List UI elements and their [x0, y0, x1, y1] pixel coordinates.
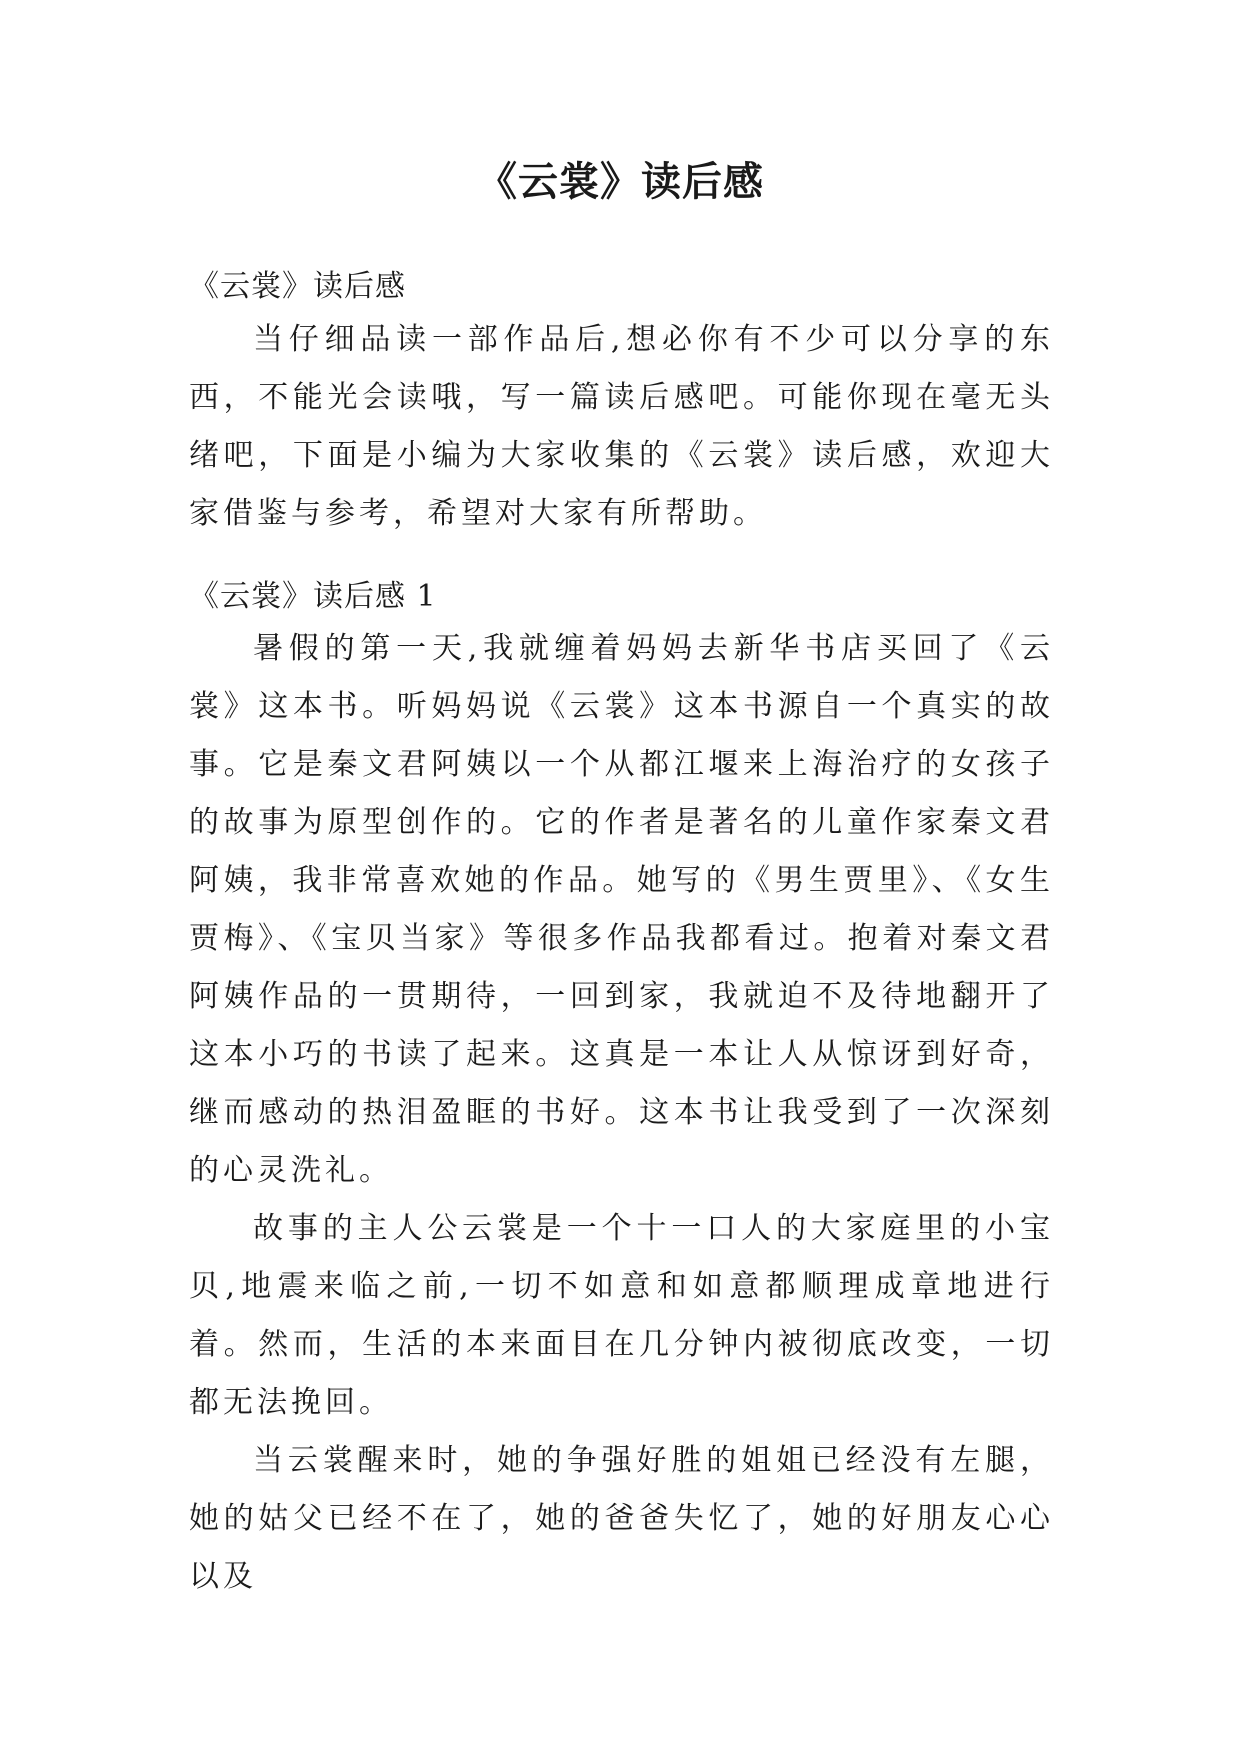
- document-title: 《云裳》读后感: [477, 159, 764, 205]
- section1-paragraph-3: 当云裳醒来时，她的争强好胜的姐姐已经没有左腿，她的姑父已经不在了，她的爸爸失忆了，她的好朋友心心以及: [189, 1443, 1054, 1594]
- section1-paragraph-2: 故事的主人公云裳是一个十一口人的大家庭里的小宝贝,地震来临之前,一切不如意和如意都顺理成章地进行着。然而，生活的本来面目在几分钟内被彻底改变，一切都无法挽回。: [189, 1211, 1054, 1420]
- section1-paragraph-1: 暑假的第一天,我就缠着妈妈去新华书店买回了《云裳》这本书。听妈妈说《云裳》这本书源自一个真实的故事。它是秦文君阿姨以一个从都江堰来上海治疗的女孩子的故事为原型创作的。它的作者是著名的儿童作家秦文君阿姨，我非常喜欢她的作品。她写的《男生贾里》、《女生贾梅》、《宝贝当家》等很多作品我都看过。抱着对秦文君阿姨作品的一贯期待，一回到家，我就迫不及待地翻开了这本小巧的书读了起来。这真是一本让人从惊讶到好奇，继而感动的热泪盈眶的书好。这本书让我受到了一次深刻的心灵洗礼。: [189, 631, 1054, 1188]
- section1-heading: 《云裳》读后感 1: [189, 579, 437, 614]
- intro-paragraph: 当仔细品读一部作品后,想必你有不少可以分享的东西，不能光会读哦，写一篇读后感吧。可能你现在毫无头绪吧，下面是小编为大家收集的《云裳》读后感，欢迎大家借鉴与参考，希望对大家有所帮助。: [189, 322, 1054, 531]
- section1-body: [189, 620, 1054, 1606]
- intro-paragraph-block: [189, 311, 1054, 543]
- intro-heading: 《云裳》读后感: [189, 269, 406, 304]
